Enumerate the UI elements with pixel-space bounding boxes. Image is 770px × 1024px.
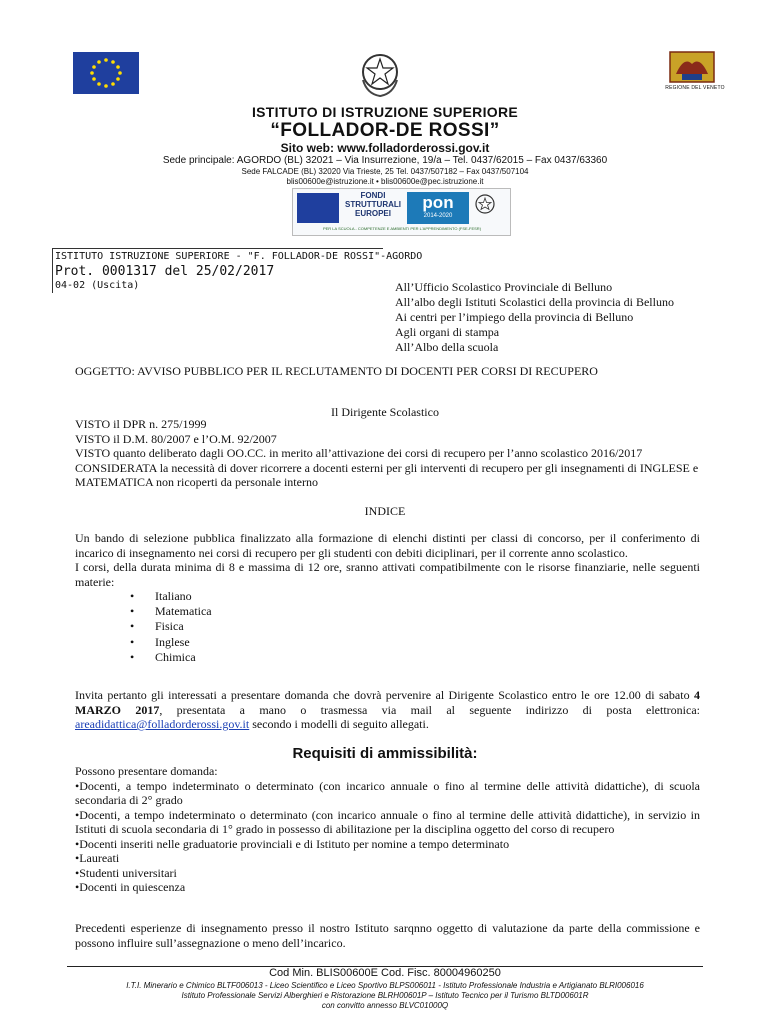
list-item — [130, 604, 212, 619]
premise: VISTO quanto deliberato dagli OO.CC. in merito all’attivazione dei corsi di recupero per l’anno scolastico 2016/2017 — [75, 446, 643, 460]
protocol-stamp — [52, 248, 423, 293]
protocol-number: Prot. 0001317 del 25/02/2017 — [55, 264, 275, 279]
eu-flag-mini-icon — [297, 193, 339, 223]
requirement-item: •Docenti, a tempo indeterminato o determinato (con incarico annuale o fino al termine delle attività didattiche), in servizio in Istituti di scuola secondaria di 1° grado in possesso di abilitazione per la disciplina oggetto del corso di recupero — [75, 807, 700, 836]
invitation-text: , presentata a mano o trasmessa via mail al seguente indirizzo di posta elettronica: — [159, 702, 700, 717]
recipient: Agli organi di stampa — [395, 325, 500, 339]
list-item — [130, 619, 212, 634]
recipient: Ai centri per l’impiego della provincia di Belluno — [395, 310, 634, 324]
list-item — [130, 589, 212, 604]
pon-logo: pon — [407, 192, 469, 224]
subject-name: Matematica — [155, 604, 212, 619]
requirement-item: •Laureati — [75, 851, 120, 865]
region-caption: REGIONE DEL VENETO — [665, 85, 725, 91]
requirement-item: •Studenti universitari — [75, 865, 177, 880]
subjects-list — [130, 589, 212, 665]
eu-stars-icon — [73, 52, 139, 94]
italian-republic-emblem — [355, 50, 405, 98]
protocol-institute: ISTITUTO ISTRUZIONE SUPERIORE - "F. FOLLADOR-DE ROSSI"-AGORDO — [55, 251, 423, 262]
deadline-date: 4 MARZO 2017 — [75, 688, 700, 717]
pon-years: 2014-2020 — [423, 213, 453, 219]
requirements-list — [75, 764, 700, 895]
requirement-item: •Docenti, a tempo indeterminato o determinato (con incarico annuale o fino al termine delle attività didattiche), di scuola secondaria di 2° grado — [75, 778, 700, 807]
footer-codes: Cod Min. BLIS00600E Cod. Fisc. 80004960250 — [269, 967, 501, 979]
subject-name: Italiano — [155, 589, 192, 603]
eu-flag-logo — [73, 52, 139, 94]
invitation-text: Invita pertanto gli interessati a presentare domanda che dovrà pervenire al Dirigente Scolastico entro le ore 12.00 di sabato — [75, 688, 694, 702]
subject-line: OGGETTO: AVVISO PUBBLICO PER IL RECLUTAMENTO DI DOCENTI PER CORSI DI RECUPERO — [75, 364, 598, 378]
call-text: Un bando di selezione pubblica finalizzato alla formazione di elenchi distinti per classi di concorso, per il conferimento di incarico di insegnamento nei corsi di recupero per gli studenti con debiti diciplinari, per il corrente anno scolastico. — [75, 531, 700, 560]
subject-name: Inglese — [155, 634, 190, 649]
requirements-heading: Requisiti di ammissibilità: — [292, 745, 478, 762]
institute-type: ISTITUTO DI ISTRUZIONE SUPERIORE — [251, 104, 519, 120]
index-heading: INDICE — [364, 504, 406, 518]
email-link[interactable]: areadidattica@folladorderossi.gov.it — [75, 717, 250, 731]
signer-title: Il Dirigente Scolastico — [331, 405, 439, 419]
list-item — [130, 650, 212, 665]
footer-schools-line: I.T.I. Minerario e Chimico BLTF006013 - Liceo Scientifico e Liceo Sportivo BLPS006011 - Istituto Professionale Industria e Artigianato BLRI006016 — [126, 981, 644, 990]
call-text: I corsi, della durata minima di 8 e massima di 12 ore, sranno attivati compatibilmente con le risorse finanziarie, nelle seguenti materie: — [75, 560, 700, 589]
requirement-item: •Docenti inseriti nelle graduatorie provinciali e di Istituto per nomine a tempo determinato — [75, 836, 510, 851]
main-office-address: Sede principale: AGORDO (BL) 32021 – Via Insurrezione, 19/a – Tel. 0437/62015 – Fax 0437/63360 — [162, 155, 608, 166]
recipient: All’Ufficio Scolastico Provinciale di Belluno — [395, 280, 613, 294]
footer-schools-line: Istituto Professionale Servizi Alberghieri e Ristorazione BLRH00601P – Istituto Tecnico per il Turismo BLTD00601R — [181, 991, 589, 1000]
bullet-icon: • — [130, 634, 135, 649]
requirements-intro: Possono presentare domanda: — [75, 764, 218, 778]
footer-schools-line: con convitto annesso BLVC01000Q — [321, 1001, 449, 1010]
recipient: All’albo degli Istituti Scolastici della provincia di Belluno — [395, 295, 674, 309]
bullet-icon: • — [130, 649, 135, 664]
recipient: All’Albo della scuola — [395, 340, 499, 354]
subject-name: Fisica — [155, 619, 184, 634]
experience-paragraph: Precedenti esperienze di insegnamento presso il nostro Istituto sarqnno oggetto di valutazione da parte della commissione e possono influire sull’assegnazione o meno dell’incarico. — [75, 921, 700, 950]
protocol-category: 04-02 (Uscita) — [55, 280, 140, 291]
subject-name: Chimica — [155, 649, 196, 664]
premise: VISTO il DPR n. 275/1999 — [75, 417, 207, 431]
recipients-list — [395, 280, 674, 355]
premise: VISTO il D.M. 80/2007 e l’O.M. 92/2007 — [75, 431, 277, 446]
ministry-emblem-icon — [473, 193, 497, 219]
pon-banner — [292, 188, 511, 236]
pon-banner-caption: PER LA SCUOLA - COMPETENZE E AMBIENTI PER L'APPRENDIMENTO (FSE-FESR) — [322, 226, 482, 231]
bullet-icon: • — [130, 589, 135, 603]
bullet-icon: • — [130, 619, 135, 634]
bullet-icon: • — [130, 604, 135, 619]
website-line: Sito web: www.folladorderossi.gov.it — [280, 141, 490, 155]
call-paragraph — [75, 531, 700, 589]
institute-name: “FOLLADOR-DE ROSSI” — [270, 120, 500, 141]
premises-block — [75, 417, 700, 490]
premise: CONSIDERATA la necessità di dover ricorrere a docenti esterni per gli interventi di recupero per gli insegnamenti di INGLESE e MATEMATICA non ricoperti da personale interno — [75, 460, 699, 489]
requirement-item: •Docenti in quiescenza — [75, 880, 186, 894]
branch-office-address: Sede FALCADE (BL) 32020 Via Trieste, 25 Tel. 0437/507182 – Fax 0437/507104 — [241, 167, 529, 176]
email-addresses: blis00600e@istruzione.it • blis00600e@pec.istruzione.it — [286, 177, 484, 186]
fondi-strutturali-label: FONDI STRUTTURALI EUROPEI — [345, 191, 401, 218]
invitation-paragraph — [75, 688, 700, 732]
list-item — [130, 635, 212, 650]
invitation-text: secondo i modelli di seguito allegati. — [249, 717, 429, 731]
